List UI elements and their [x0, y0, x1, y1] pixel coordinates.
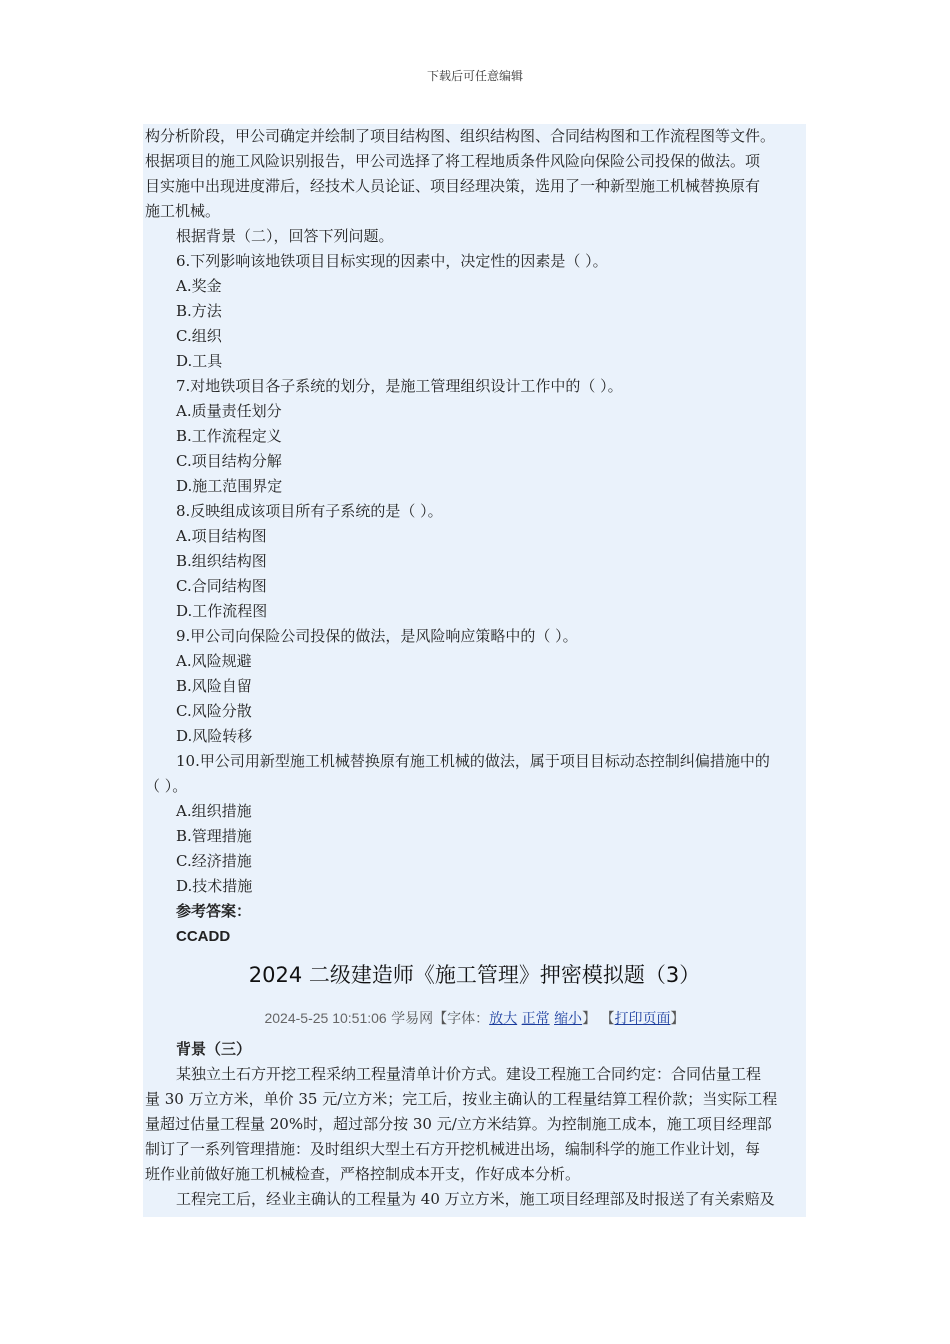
- body-line: 量超过估量工程量 20%时，超过部分按 30 元/立方米结算。为控制施工成本，施工项目经理部: [145, 1115, 772, 1133]
- article-meta: [145, 999, 804, 1037]
- option-c: C.合同结构图: [176, 577, 267, 595]
- option-b: B.风险自留: [176, 677, 252, 695]
- question-stem: 6.下列影响该地铁项目目标实现的因素中，决定性的因素是（ ）。: [176, 252, 608, 270]
- option-b: B.工作流程定义: [176, 427, 282, 445]
- article-title: 2024 二级建造师《施工管理》押密模拟题（3）: [248, 963, 701, 987]
- option-b: B.组织结构图: [176, 552, 267, 570]
- background3-paragraph: [145, 1062, 804, 1212]
- question-stem: 10.甲公司用新型施工机械替换原有施工机械的做法，属于项目目标动态控制纠偏措施中的: [176, 752, 770, 770]
- option-d: D.风险转移: [176, 727, 253, 745]
- intro-line: 目实施中出现进度滞后，经技术人员论证、项目经理决策，选用了一种新型施工机械替换原有: [145, 177, 761, 195]
- question-stem: 8.反映组成该项目所有子系统的是（ ）。: [176, 502, 443, 520]
- option-d: D.工作流程图: [176, 602, 268, 620]
- question-9: [145, 624, 804, 749]
- question-7: [145, 374, 804, 499]
- answer-label: 参考答案：: [176, 902, 252, 920]
- option-b: B.方法: [176, 302, 222, 320]
- question-10: [145, 749, 804, 899]
- option-d: D.施工范围界定: [176, 477, 283, 495]
- option-a: A.质量责任划分: [176, 402, 282, 420]
- answer-value: CCADD: [176, 928, 231, 945]
- body-line: 制订了一系列管理措施：及时组织大型土石方开挖机械进出场，编制科学的施工作业计划，每: [145, 1140, 761, 1158]
- page-header: 下载后可任意编辑: [426, 69, 523, 83]
- body-line: 某独立土石方开挖工程采纳工程量清单计价方式。建设工程施工合同约定：合同估量工程: [176, 1065, 762, 1083]
- print-page-link[interactable]: 打印页面: [614, 1011, 671, 1027]
- option-d: D.技术措施: [176, 877, 253, 895]
- body-line: 量 30 万立方米，单价 35 元/立方米；完工后，按业主确认的工程量结算工程价款；当实际工程: [145, 1090, 778, 1108]
- intro-line: 施工机械。: [145, 202, 221, 220]
- option-b: B.管理措施: [176, 827, 252, 845]
- question-stem: 9.甲公司向保险公司投保的做法，是风险响应策略中的（ ）。: [176, 627, 578, 645]
- question-stem-continued: （ ）。: [145, 777, 188, 795]
- print-open-bracket: 【: [600, 1011, 615, 1027]
- body-line: 工程完工后，经业主确认的工程量为 40 万立方米，施工项目经理部及时报送了有关索赔及: [176, 1190, 775, 1208]
- option-d: D.工具: [176, 352, 223, 370]
- option-a: A.奖金: [176, 277, 222, 295]
- print-close-bracket: 】: [670, 1011, 685, 1027]
- font-label: 【字体：: [433, 1011, 490, 1027]
- option-c: C.项目结构分解: [176, 452, 282, 470]
- question-6: [145, 249, 804, 374]
- font-close-bracket: 】: [582, 1011, 597, 1027]
- option-c: C.组织: [176, 327, 222, 345]
- option-a: A.组织措施: [176, 802, 252, 820]
- option-a: A.风险规避: [176, 652, 252, 670]
- question-8: [145, 499, 804, 624]
- source-name: 学易网: [391, 1011, 434, 1027]
- section-heading: 背景（三）: [176, 1040, 252, 1058]
- font-enlarge-link[interactable]: 放大: [489, 1011, 518, 1027]
- question-prompt: 根据背景（二），回答下列问题。: [176, 227, 394, 245]
- option-c: C.经济措施: [176, 852, 252, 870]
- intro-line: 构分析阶段，甲公司确定并绘制了项目结构图、组织结构图、合同结构图和工作流程图等文件。: [145, 127, 776, 145]
- option-c: C.风险分散: [176, 702, 252, 720]
- font-normal-link[interactable]: 正常: [521, 1011, 550, 1027]
- intro-paragraph: [145, 124, 804, 224]
- intro-line: 根据项目的施工风险识别报告，甲公司选择了将工程地质条件风险向保险公司投保的做法。项: [145, 152, 761, 170]
- body-line: 班作业前做好施工机械检查，严格控制成本开支，作好成本分析。: [145, 1165, 581, 1183]
- question-stem: 7.对地铁项目各子系统的划分，是施工管理组织设计工作中的（ ）。: [176, 377, 623, 395]
- option-a: A.项目结构图: [176, 527, 267, 545]
- publish-date: 2024-5-25 10:51:06: [264, 1010, 387, 1026]
- font-shrink-link[interactable]: 缩小: [554, 1011, 583, 1027]
- article-content: [143, 124, 806, 1217]
